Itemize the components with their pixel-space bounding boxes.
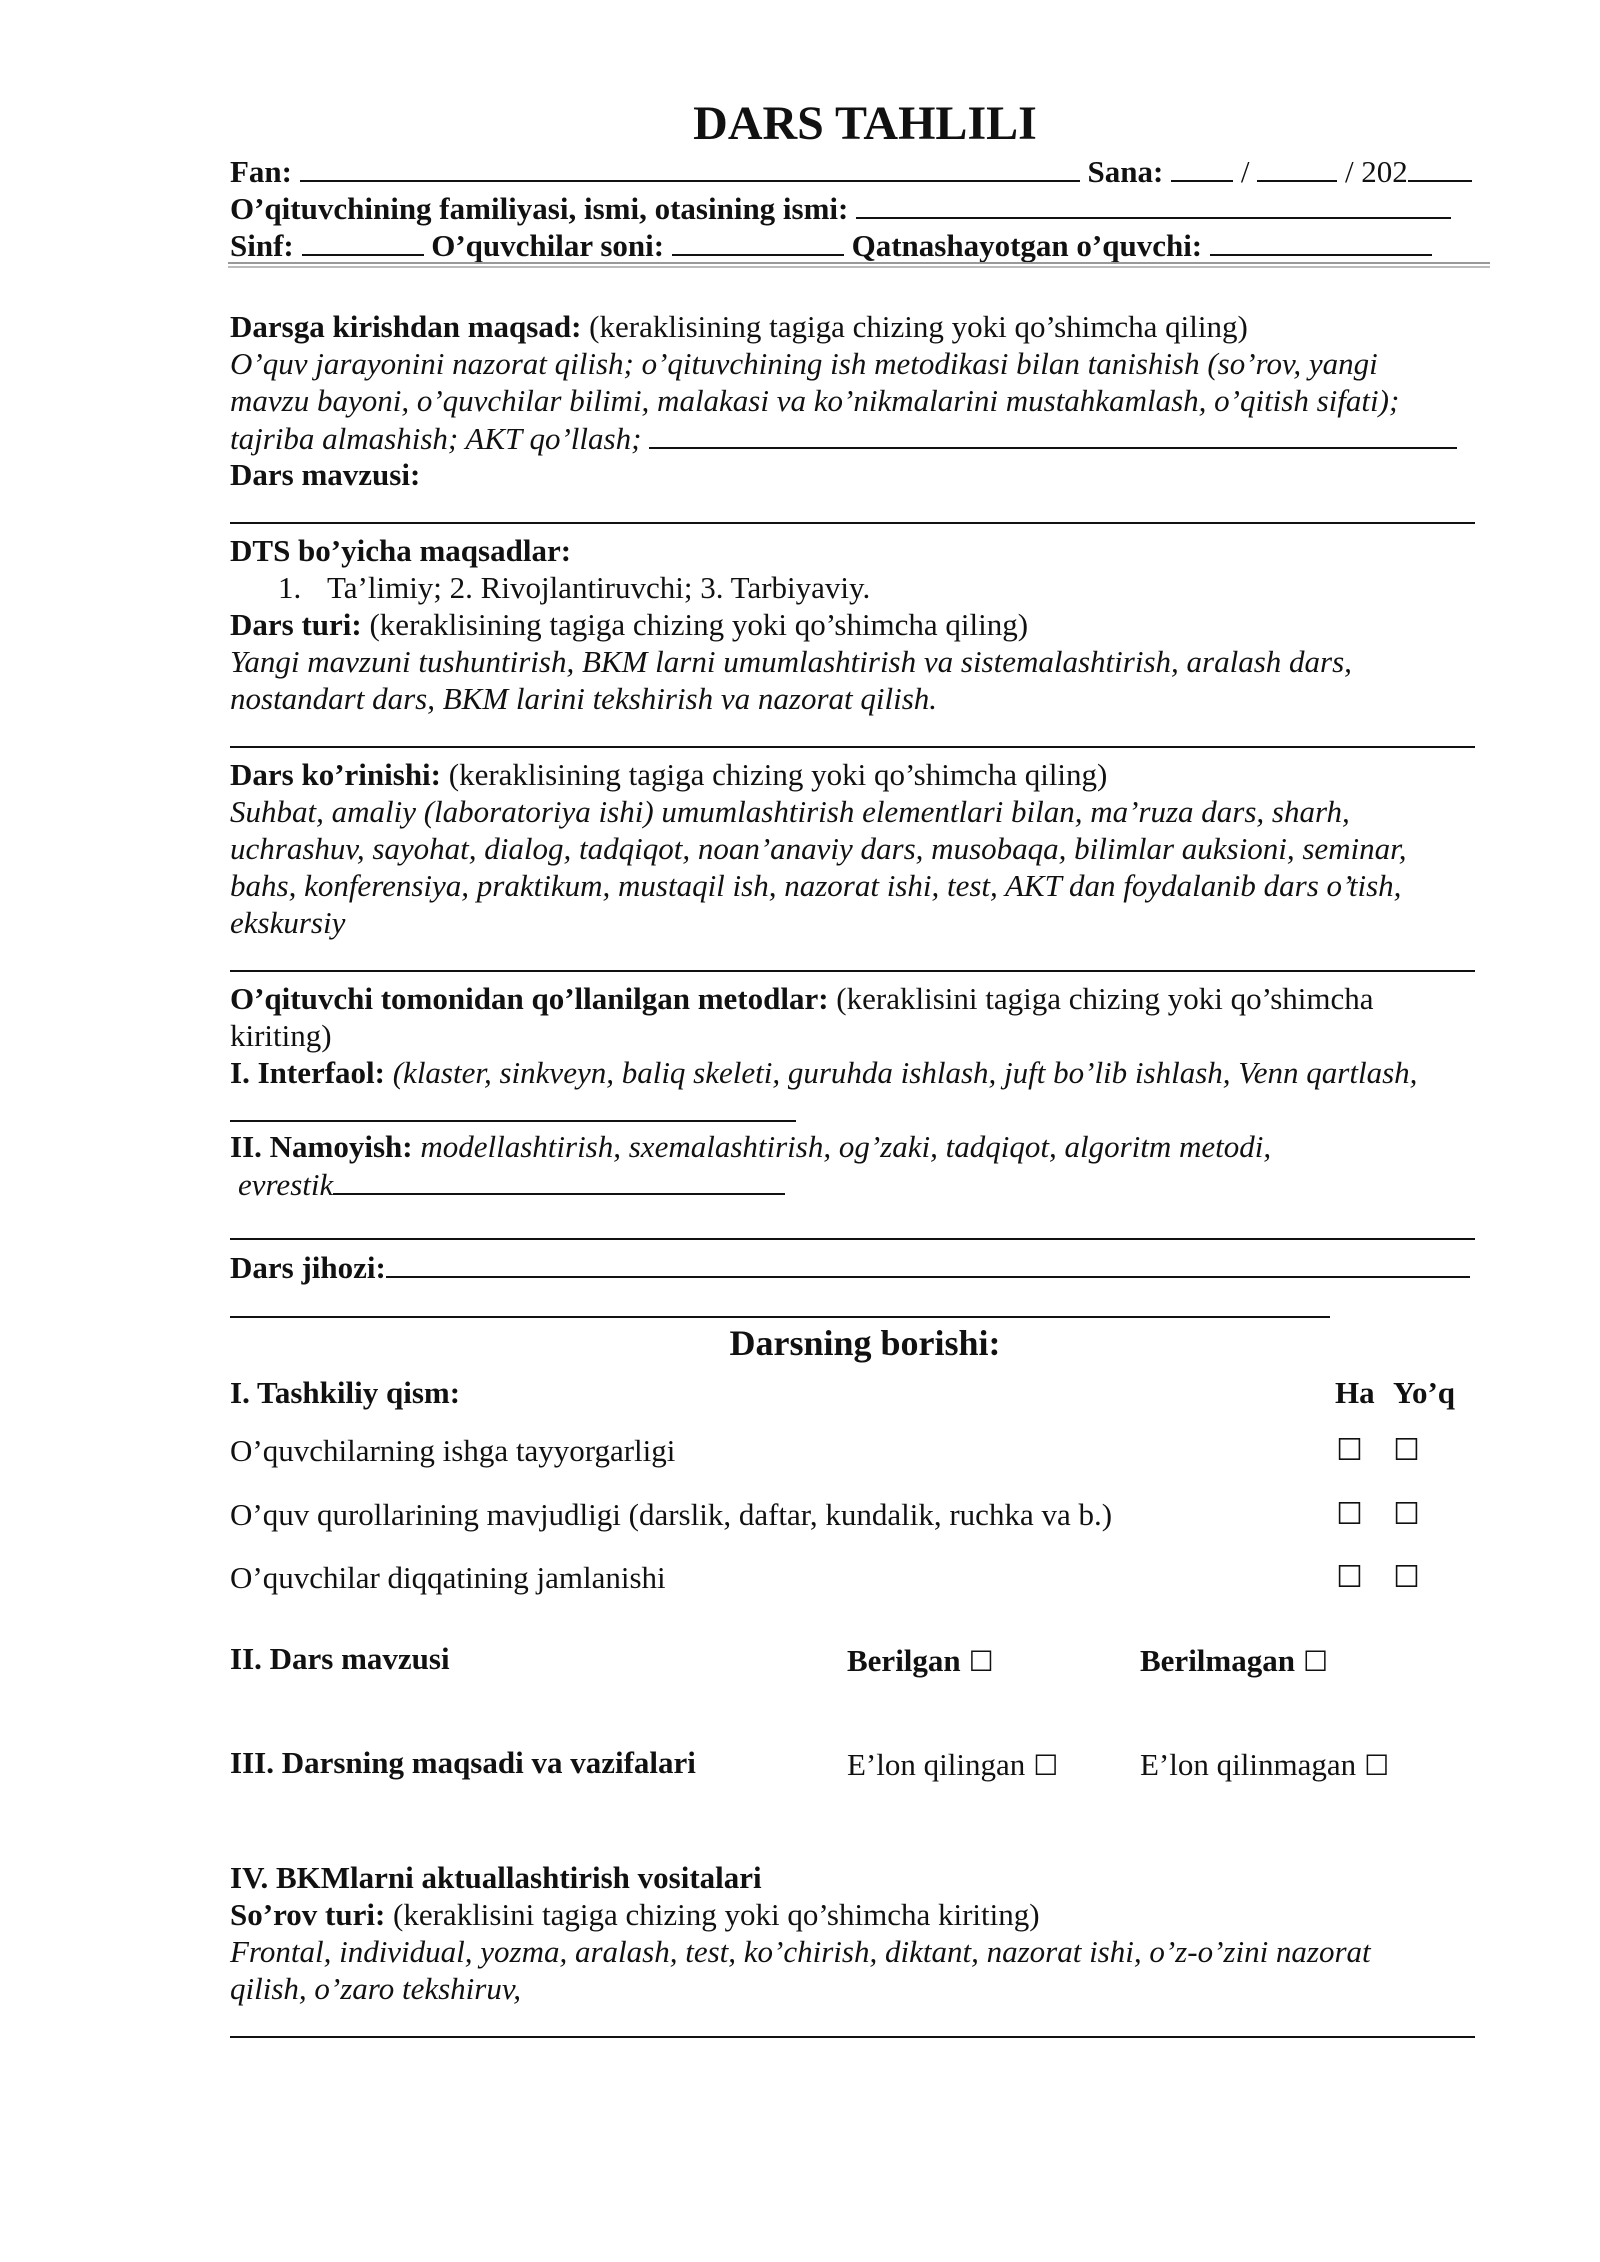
namoyish-row-2 xyxy=(238,1165,785,1203)
qatnashayotgan-label: Qatnashayotgan o’quvchi: xyxy=(851,228,1203,263)
fan-field xyxy=(230,152,1472,190)
fan-label: Fan: xyxy=(230,154,292,189)
purpose-line-3 xyxy=(230,419,1457,457)
lesson-type-heading xyxy=(230,606,1028,643)
equipment-input-line[interactable] xyxy=(386,1248,1470,1278)
topic-input-line[interactable] xyxy=(230,522,1475,524)
namoyish-text: modellashtirish, sxemalashtirish, og’zaki, tadqiqot, algoritm metodi, xyxy=(420,1129,1272,1164)
namoyish-row xyxy=(230,1128,1271,1165)
purpose-extra-line[interactable] xyxy=(649,419,1457,449)
tashkiliy-row-2: O’quv qurollarining mavjudligi (darslik, daftar, kundalik, ruchka va b.) xyxy=(230,1497,1113,1532)
qatnashayotgan-input-line[interactable] xyxy=(1210,226,1432,256)
elon-not-label: E’lon qilinmagan xyxy=(1140,1747,1357,1782)
equipment-row xyxy=(230,1248,1470,1286)
teacher-field xyxy=(230,189,1451,227)
header-divider-2 xyxy=(228,266,1490,268)
purpose-label: Darsga kirishdan maqsad: xyxy=(230,309,582,344)
section-1-title: I. Tashkiliy qism: xyxy=(230,1375,461,1410)
purpose-line-3-text: tajriba almashish; AKT qo’llash; xyxy=(230,421,642,456)
interfaol-text: (klaster, sinkveyn, baliq skeleti, guruhda ishlash, juft bo’lib ishlash, Venn qartlash, xyxy=(392,1055,1418,1090)
lesson-form-line-3: bahs, konferensiya, praktikum, mustaqil ish, nazorat ishi, test, AKT dan foydalanib dars o’tish, xyxy=(230,868,1402,903)
purpose-heading xyxy=(230,308,1248,345)
berilmagan-label: Berilmagan xyxy=(1140,1643,1295,1678)
berilmagan-option[interactable] xyxy=(1140,1642,1328,1680)
row-1-yes-checkbox[interactable]: ☐ xyxy=(1336,1433,1363,1468)
fan-input-line[interactable] xyxy=(300,152,1080,182)
purpose-hint: (keraklisining tagiga chizing yoki qo’shimcha qiling) xyxy=(589,309,1248,344)
lesson-type-line-1: Yangi mavzuni tushuntirish, BKM larni umumlashtirish va sistemalashtirish, aralash dars, xyxy=(230,644,1352,679)
topic-label: Dars mavzusi: xyxy=(230,457,421,492)
methods-hint-1: (keraklisini tagiga chizing yoki qo’shimcha xyxy=(836,981,1374,1016)
interfaol-input-line[interactable] xyxy=(230,1120,796,1122)
lesson-type-label: Dars turi: xyxy=(230,607,362,642)
section-4-title: IV. BKMlarni aktuallashtirish vositalari xyxy=(230,1860,762,1895)
namoyish-input-line[interactable] xyxy=(333,1165,785,1195)
equipment-extra-line[interactable] xyxy=(230,1316,1330,1318)
sana-year-line[interactable] xyxy=(1408,152,1472,182)
sana-sep-1: / xyxy=(1240,154,1250,189)
tashkiliy-row-3: O’quvchilar diqqatining jamlanishi xyxy=(230,1560,666,1595)
document-title: DARS TAHLILI xyxy=(693,97,1037,150)
purpose-line-1: O’quv jarayonini nazorat qilish; o’qituvchining ish metodikasi bilan tanishish (so’rov, yangi xyxy=(230,346,1378,381)
section-3-title: III. Darsning maqsadi va vazifalari xyxy=(230,1745,696,1780)
namoyish-label: II. Namoyish: xyxy=(230,1129,413,1164)
lesson-form-label: Dars ko’rinishi: xyxy=(230,757,441,792)
berilgan-option[interactable] xyxy=(847,1642,994,1680)
row-3-no-checkbox[interactable]: ☐ xyxy=(1393,1560,1420,1595)
dts-items xyxy=(278,569,870,606)
survey-heading xyxy=(230,1896,1040,1933)
interfaol-label: I. Interfaol: xyxy=(230,1055,385,1090)
sana-day-line[interactable] xyxy=(1171,152,1233,182)
row-2-no-checkbox[interactable]: ☐ xyxy=(1393,1497,1420,1532)
elon-label: E’lon qilingan xyxy=(847,1747,1026,1782)
survey-input-line[interactable] xyxy=(230,2036,1475,2038)
elon-not-option[interactable] xyxy=(1140,1746,1389,1784)
methods-hint-2: kiriting) xyxy=(230,1018,332,1053)
progress-title: Darsning borishi: xyxy=(729,1323,1001,1363)
oquvchilar-soni-label: O’quvchilar soni: xyxy=(431,228,665,263)
class-field xyxy=(230,226,1432,264)
no-header: Yo’q xyxy=(1393,1375,1456,1410)
sana-month-line[interactable] xyxy=(1257,152,1337,182)
lesson-form-line-2: uchrashuv, sayohat, dialog, tadqiqot, noan’anaviy dars, musobaqa, bilimlar auksioni, seminar, xyxy=(230,831,1407,866)
elon-option[interactable] xyxy=(847,1746,1058,1784)
lesson-form-hint: (keraklisining tagiga chizing yoki qo’shimcha qiling) xyxy=(448,757,1108,792)
lesson-type-hint: (keraklisining tagiga chizing yoki qo’shimcha qiling) xyxy=(369,607,1029,642)
dts-label: DTS bo’yicha maqsadlar: xyxy=(230,533,572,568)
teacher-input-line[interactable] xyxy=(856,189,1451,219)
lesson-type-line-2: nostandart dars, BKM larini tekshirish va nazorat qilish. xyxy=(230,681,938,716)
namoyish-text-2: evrestik xyxy=(238,1167,334,1202)
row-1-no-checkbox[interactable]: ☐ xyxy=(1393,1433,1420,1468)
yes-header: Ha xyxy=(1335,1375,1375,1410)
teacher-label: O’qituvchining familiyasi, ismi, otasining ismi: xyxy=(230,191,849,226)
lesson-form-heading xyxy=(230,756,1107,793)
survey-line-1: Frontal, individual, yozma, aralash, test, ko’chirish, diktant, nazorat ishi, o’z-o’zini nazorat xyxy=(230,1934,1371,1969)
section-2-title: II. Dars mavzusi xyxy=(230,1641,450,1676)
oquvchilar-soni-input-line[interactable] xyxy=(672,226,844,256)
elon-checkbox[interactable]: ☐ xyxy=(1033,1749,1059,1782)
lesson-form-line-4: ekskursiy xyxy=(230,905,346,940)
methods-heading xyxy=(230,980,1374,1017)
header-divider xyxy=(228,262,1490,264)
row-3-yes-checkbox[interactable]: ☐ xyxy=(1336,1560,1363,1595)
purpose-line-2: mavzu bayoni, o’quvchilar bilimi, malakasi va ko’nikmalarini mustahkamlash, o’qitish sifati); xyxy=(230,383,1400,418)
lesson-form-input-line[interactable] xyxy=(230,970,1475,972)
survey-hint: (keraklisini tagiga chizing yoki qo’shimcha kiriting) xyxy=(393,1897,1040,1932)
sana-label: Sana: xyxy=(1087,154,1164,189)
sinf-label: Sinf: xyxy=(230,228,294,263)
interfaol-row xyxy=(230,1054,1417,1091)
berilgan-checkbox[interactable]: ☐ xyxy=(968,1645,994,1678)
methods-extra-line[interactable] xyxy=(230,1238,1475,1240)
tashkiliy-row-1: O’quvchilarning ishga tayyorgarligi xyxy=(230,1433,676,1468)
lesson-form-line-1: Suhbat, amaliy (laboratoriya ishi) umumlashtirish elementlari bilan, ma’ruza dars, sharh, xyxy=(230,794,1350,829)
lesson-type-input-line[interactable] xyxy=(230,746,1475,748)
berilmagan-checkbox[interactable]: ☐ xyxy=(1303,1645,1329,1678)
dts-number: 1. xyxy=(278,570,302,605)
survey-label: So’rov turi: xyxy=(230,1897,386,1932)
survey-line-2: qilish, o’zaro tekshiruv, xyxy=(230,1971,522,2006)
methods-label: O’qituvchi tomonidan qo’llanilgan metodlar: xyxy=(230,981,829,1016)
dts-items-text: Ta’limiy; 2. Rivojlantiruvchi; 3. Tarbiyaviy. xyxy=(327,570,871,605)
berilgan-label: Berilgan xyxy=(847,1643,961,1678)
equipment-label: Dars jihozi: xyxy=(230,1250,386,1285)
sana-sep-2: / 202 xyxy=(1344,154,1408,189)
sinf-input-line[interactable] xyxy=(302,226,424,256)
elon-not-checkbox[interactable]: ☐ xyxy=(1364,1749,1390,1782)
row-2-yes-checkbox[interactable]: ☐ xyxy=(1336,1497,1363,1532)
